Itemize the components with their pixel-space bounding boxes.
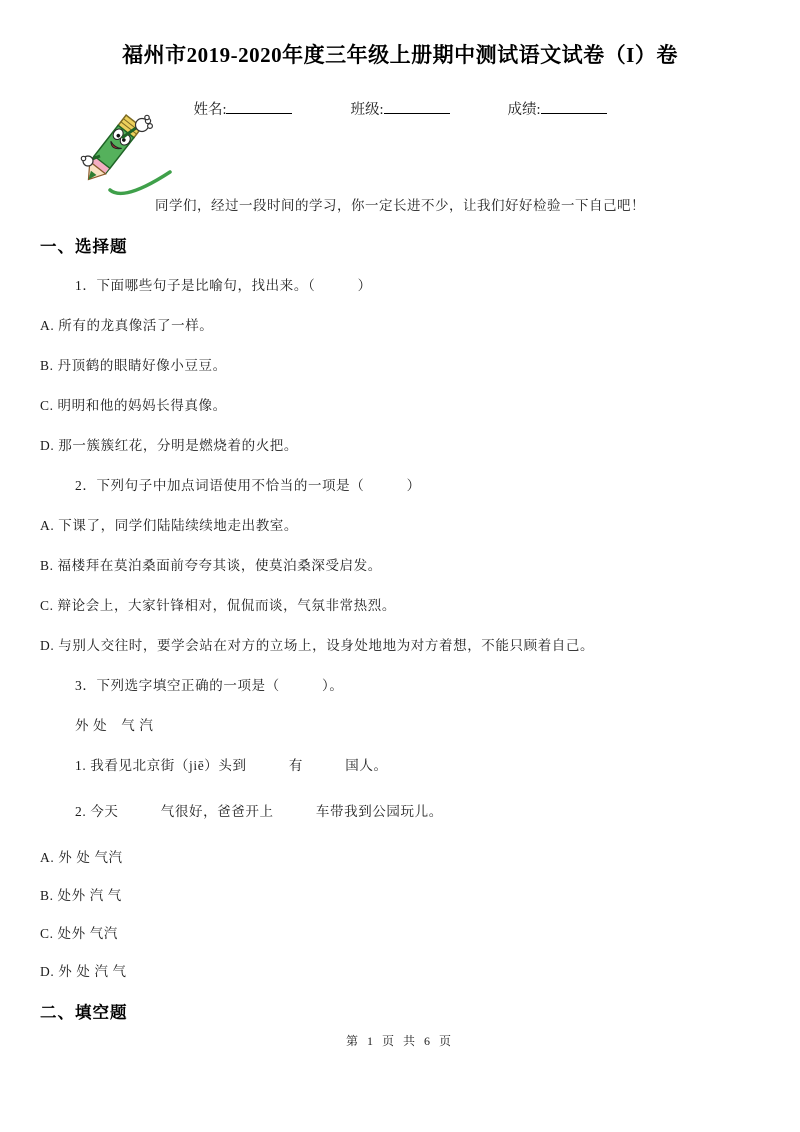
class-blank	[384, 100, 450, 114]
class-field	[350, 100, 449, 120]
question-1-option-b: B. 丹顶鹤的眼睛好像小豆豆。	[40, 358, 227, 373]
name-label: 姓名:	[193, 102, 227, 118]
question-1-option-c: C. 明明和他的妈妈长得真像。	[40, 398, 227, 413]
name-field	[193, 100, 292, 120]
question-1-option-a: A. 所有的龙真像活了一样。	[40, 318, 214, 333]
question-3-char-bank: 外 处 气 汽	[75, 718, 154, 733]
page-number: 第 1 页 共 6 页	[345, 1034, 454, 1048]
score-blank	[541, 100, 607, 114]
question-3-fill-in-2: 2. 今天 气很好，爸爸开上 车带我到公园玩儿。	[75, 804, 443, 819]
question-2-option-b: B. 福楼拜在莫泊桑面前夸夸其谈，使莫泊桑深受启发。	[40, 558, 382, 573]
name-blank	[226, 100, 292, 114]
question-2-option-c: C. 辩论会上，大家针锋相对，侃侃而谈，气氛非常热烈。	[40, 598, 396, 613]
score-label: 成绩:	[507, 102, 541, 118]
question-3-stem: 3．下列选字填空正确的一项是（ ）。	[75, 678, 344, 693]
greeting-text: 同学们，经过一段时间的学习，你一定长进不少，让我们好好检验一下自己吧！	[155, 198, 645, 213]
question-2-option-a: A. 下课了，同学们陆陆续续地走出教室。	[40, 518, 298, 533]
section-title-fill-blank: 二、填空题	[40, 1004, 128, 1022]
question-3-option-a: A. 外 处 气汽	[40, 850, 123, 865]
question-3-option-d: D. 外 处 汽 气	[40, 964, 127, 979]
section-title-choice: 一、选择题	[40, 238, 128, 256]
question-3-option-c: C. 处外 气汽	[40, 926, 118, 941]
question-1-stem: 1．下面哪些句子是比喻句，找出来。（ ）	[75, 278, 372, 293]
question-1-option-d: D. 那一簇簇红花，分明是燃烧着的火把。	[40, 438, 298, 453]
question-2-stem: 2．下列句子中加点词语使用不恰当的一项是（ ）	[75, 478, 421, 493]
score-field	[508, 100, 607, 120]
class-label: 班级:	[350, 102, 384, 118]
page-title: 福州市2019-2020年度三年级上册期中测试语文试卷（I）卷	[122, 43, 678, 67]
question-3-option-b: B. 处外 汽 气	[40, 888, 122, 903]
question-2-option-d: D. 与别人交往时，要学会站在对方的立场上，设身处地地为对方着想，不能只顾着自己。	[40, 638, 595, 653]
pencil-mascot-icon	[70, 112, 174, 204]
question-3-fill-in-1: 1. 我看见北京街（jiē）头到 有 国人。	[75, 758, 388, 773]
exam-body	[0, 234, 800, 1026]
